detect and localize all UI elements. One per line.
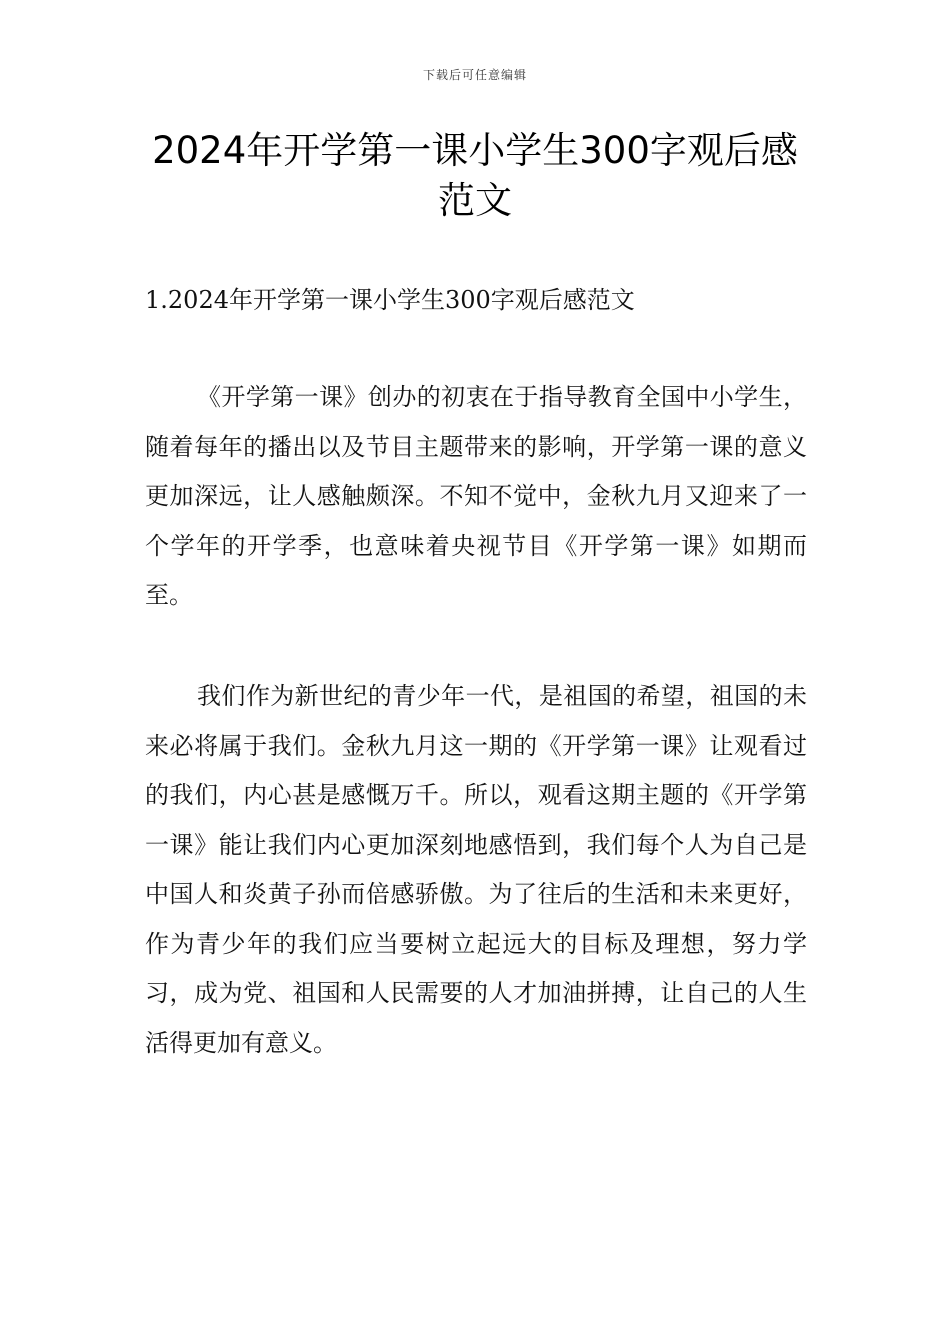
document-title: 2024年开学第一课小学生300字观后感范文	[152, 129, 798, 222]
header-note: 下载后可任意编辑	[422, 68, 527, 82]
section-heading: 1.2024年开学第一课小学生300字观后感范文	[145, 286, 635, 314]
paragraph-2: 我们作为新世纪的青少年一代，是祖国的希望，祖国的未来必将属于我们。金秋九月这一期的《开学第一课》让观看过的我们，内心甚是感慨万千。所以，观看这期主题的《开学第一课》能让我们内心更加深刻地感悟到，我们每个人为自己是中国人和炎黄子孙而倍感骄傲。为了往后的生活和未来更好，作为青少年的我们应当要树立起远大的目标及理想，努力学习，成为党、祖国和人民需要的人才加油拼搏，让自己的人生活得更加有意义。	[145, 682, 807, 1057]
paragraph-1: 《开学第一课》创办的初衷在于指导教育全国中小学生，随着每年的播出以及节目主题带来的影响，开学第一课的意义更加深远，让人感触颇深。不知不觉中，金秋九月又迎来了一个学年的开学季，也意味着央视节目《开学第一课》如期而至。	[145, 383, 807, 609]
